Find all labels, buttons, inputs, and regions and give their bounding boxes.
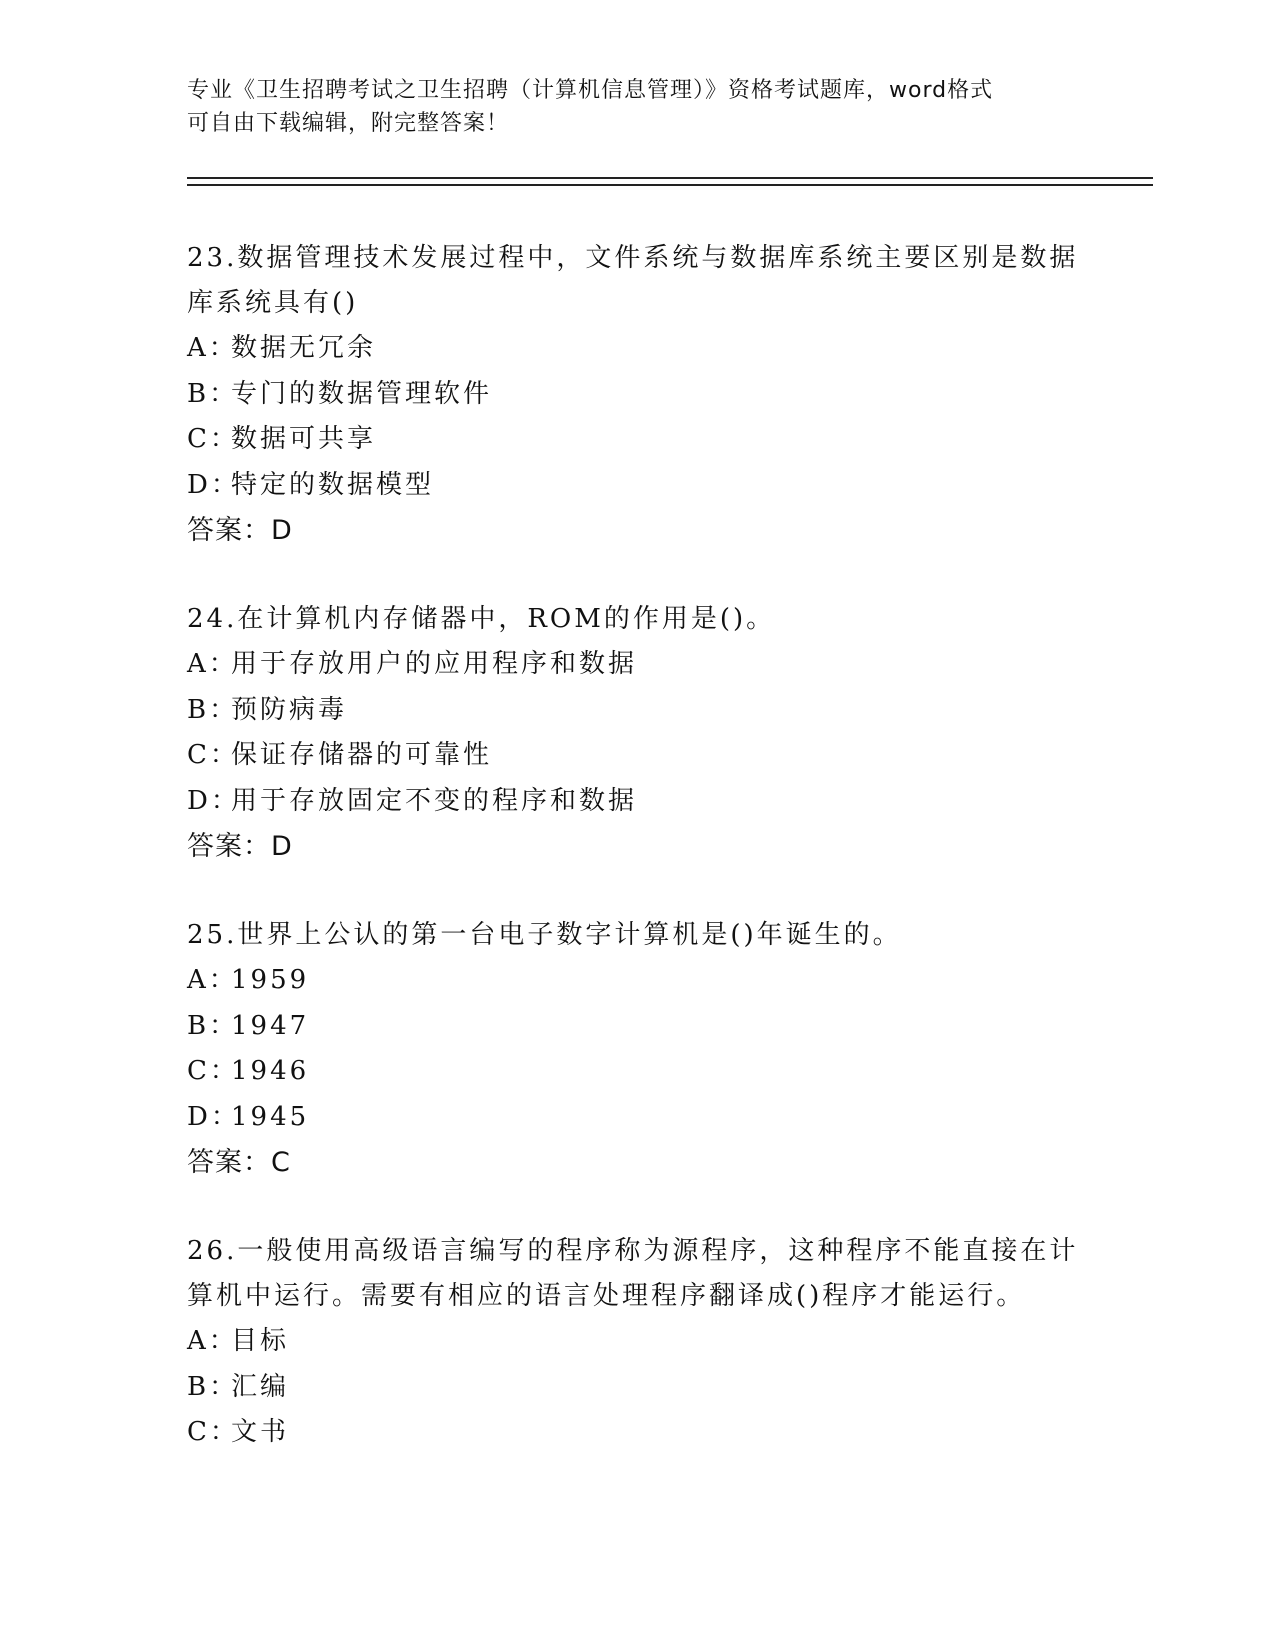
option-a	[187, 326, 1087, 372]
option-key: C：	[187, 740, 239, 770]
option-key: C：	[187, 1417, 239, 1447]
option-text: 汇编	[231, 1371, 290, 1402]
question-stem: 25.世界上公认的第一台电子数字计算机是()年诞生的。	[187, 920, 902, 950]
option-d	[187, 463, 1087, 509]
option-b	[187, 688, 1087, 734]
question-25	[187, 913, 1087, 1185]
option-key: C：	[187, 424, 239, 454]
option-b	[187, 1365, 1087, 1411]
option-key: B：	[187, 378, 239, 409]
option-text: 1959	[231, 965, 310, 995]
option-a	[187, 1319, 1087, 1365]
option-c	[187, 1049, 1087, 1095]
question-list	[187, 236, 1087, 1500]
header-divider-top	[187, 177, 1153, 179]
option-key: D：	[187, 785, 240, 816]
option-key: D：	[187, 469, 240, 500]
header-divider-bottom	[187, 184, 1153, 186]
question-24	[187, 597, 1087, 869]
question-stem: 24.在计算机内存储器中，ROM的作用是()。	[187, 604, 776, 634]
option-key: D：	[187, 1101, 240, 1132]
option-b	[187, 1004, 1087, 1050]
option-c	[187, 733, 1087, 779]
option-key: A：	[187, 1326, 238, 1356]
option-key: B：	[187, 694, 239, 725]
option-d	[187, 1095, 1087, 1141]
option-key: C：	[187, 1056, 239, 1086]
header-line-1: 专业《卫生招聘考试之卫生招聘（计算机信息管理）》资格考试题库，word格式	[187, 78, 994, 103]
option-c	[187, 417, 1087, 463]
option-text: 1946	[231, 1056, 310, 1086]
option-text: 用于存放用户的应用程序和数据	[231, 649, 638, 679]
option-text: 数据可共享	[231, 424, 377, 454]
option-text: 1945	[231, 1101, 310, 1132]
option-c	[187, 1410, 1087, 1456]
question-stem: 23.数据管理技术发展过程中，文件系统与数据库系统主要区别是数据库系统具有()	[187, 243, 1079, 318]
document-header	[187, 74, 1067, 140]
option-key: A：	[187, 649, 238, 679]
option-key: B：	[187, 1371, 239, 1402]
question-26	[187, 1229, 1087, 1456]
option-b	[187, 372, 1087, 418]
option-key: A：	[187, 965, 238, 995]
answer-line: 答案：C	[187, 1147, 291, 1178]
option-text: 特定的数据模型	[231, 469, 435, 500]
answer-line: 答案：D	[187, 831, 293, 862]
option-text: 专门的数据管理软件	[231, 378, 493, 409]
question-23	[187, 236, 1087, 553]
option-text: 1947	[231, 1010, 310, 1041]
option-text: 数据无冗余	[231, 333, 377, 363]
option-d	[187, 779, 1087, 825]
question-stem: 26.一般使用高级语言编写的程序称为源程序，这种程序不能直接在计算机中运行。需要有相应的语言处理程序翻译成()程序才能运行。	[187, 1236, 1079, 1311]
option-text: 预防病毒	[231, 694, 348, 725]
option-key: B：	[187, 1010, 239, 1041]
option-a	[187, 642, 1087, 688]
option-text: 保证存储器的可靠性	[231, 740, 493, 770]
option-text: 目标	[231, 1326, 290, 1356]
option-text: 用于存放固定不变的程序和数据	[231, 785, 638, 816]
header-line-2: 可自由下载编辑，附完整答案！	[187, 111, 510, 136]
option-key: A：	[187, 333, 238, 363]
answer-line: 答案：D	[187, 515, 293, 546]
option-text: 文书	[231, 1417, 290, 1447]
option-a	[187, 958, 1087, 1004]
